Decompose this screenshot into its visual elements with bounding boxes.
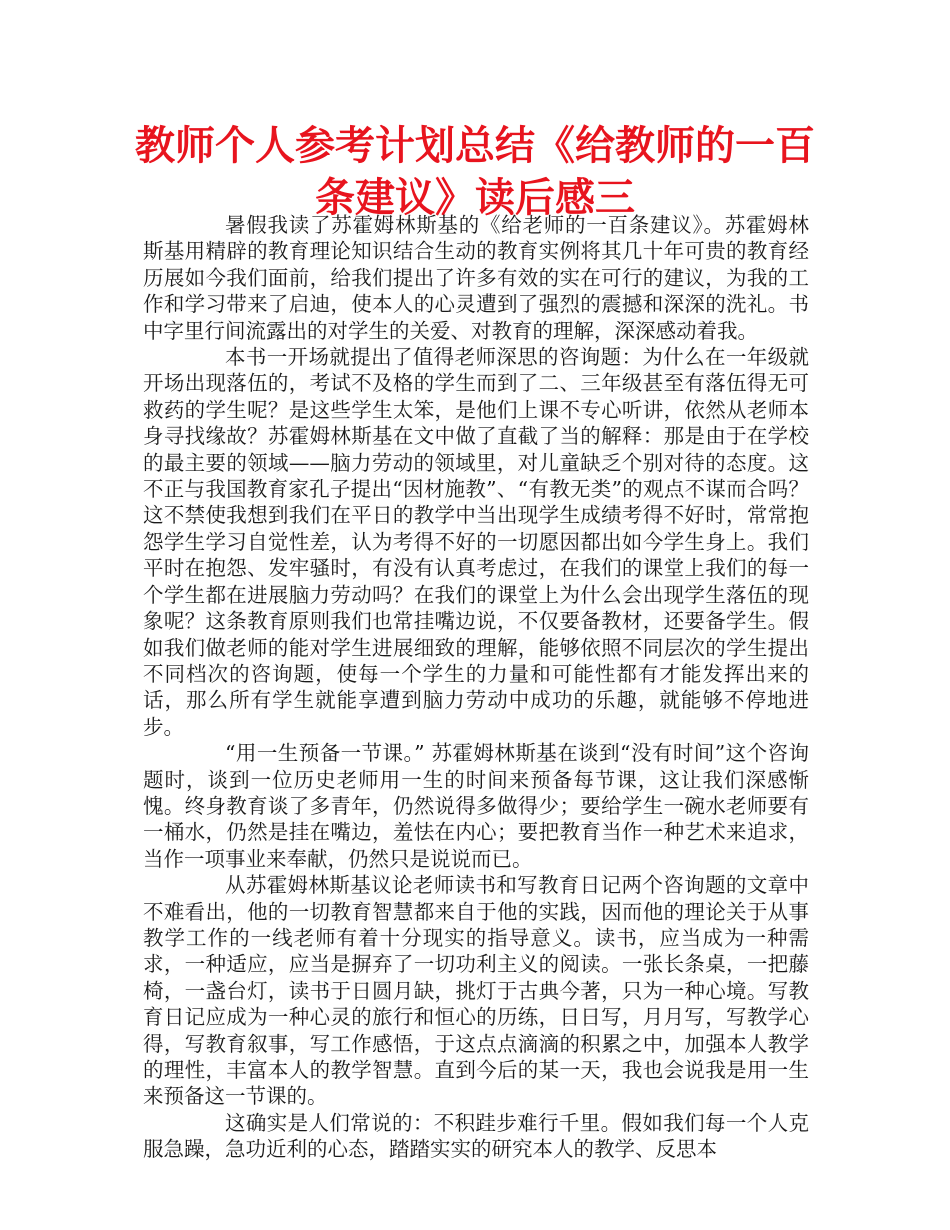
document-body (143, 212, 809, 1163)
paragraph: 本书一开场就提出了值得老师深思的咨询题：为什么在一年级就开场出现落伍的，考试不及格的学生而到了二、三年级甚至有落伍得无可救药的学生呢？是这些学生太笨，是他们上课不专心听讲，依然从老师本身寻找缘故？苏霍姆林斯基在文中做了直截了当的解释：那是由于在学校的最主要的领域——脑力劳动的领域里，对儿童缺乏个别对待的态度。这不正与我国教育家孔子提出“因材施教”、“有教无类”的观点不谋而合吗？这不禁使我想到我们在平日的教学中当出现学生成绩考得不好时，常常抱怨学生学习自觉性差，认为考得不好的一切愿因都出如今学生身上。我们平时在抱怨、发牢骚时，有没有认真考虑过，在我们的课堂上我们的每一个学生都在进展脑力劳动吗？在我们的课堂上为什么会出现学生落伍的现象呢？这条教育原则我们也常挂嘴边说，不仅要备教材，还要备学生。假如我们做老师的能对学生进展细致的理解，能够依照不同层次的学生提出不同档次的咨询题，使每一个学生的力量和可能性都有才能发挥出来的话，那么所有学生就能享遭到脑力劳动中成功的乐趣，就能够不停地进步。 (143, 345, 809, 739)
paragraph: 暑假我读了苏霍姆林斯基的《给老师的一百条建议》。苏霍姆林斯基用精辟的教育理论知识结合生动的教育实例将其几十年可贵的教育经历展如今我们面前，给我们提出了许多有效的实在可行的建议，为我的工作和学习带来了启迪，使本人的心灵遭到了强烈的震撼和深深的洗礼。书中字里行间流露出的对学生的关爱、对教育的理解，深深感动着我。 (143, 213, 809, 343)
paragraph: 这确实是人们常说的：不积跬步难行千里。假如我们每一个人克服急躁，急功近利的心态，踏踏实实的研究本人的教学、反思本 (143, 1110, 809, 1162)
paragraph: “用一生预备一节课。” 苏霍姆林斯基在谈到“没有时间”这个咨询题时，谈到一位历史老师用一生的时间来预备每节课，这让我们深感惭愧。终身教育谈了多青年，仍然说得多做得少；要给学生一碗水老师要有一桶水，仍然是挂在嘴边，羞怯在内心；要把教育当作一种艺术来追求，当作一项事业来奉献，仍然只是说说而已。 (143, 741, 809, 871)
document-title: 教师个人参考计划总结《给教师的一百条建议》读后感三 (135, 123, 815, 221)
paragraph: 从苏霍姆林斯基议论老师读书和写教育日记两个咨询题的文章中不难看出，他的一切教育智慧都来自于他的实践，因而他的理论关于从事教学工作的一线老师有着十分现实的指导意义。读书，应当成为一种需求，一种适应，应当是摒弃了一切功利主义的阅读。一张长条桌，一把藤椅，一盏台灯，读书于日圆月缺，挑灯于古典今著，只为一种心境。写教育日记应成为一种心灵的旅行和恒心的历练，日日写，月月写，写教学心得，写教育叙事，写工作感悟，于这点点滴滴的积累之中，加强本人教学的理性，丰富本人的教学智慧。直到今后的某一天，我也会说我是用一生来预备这一节课的。 (143, 873, 809, 1109)
